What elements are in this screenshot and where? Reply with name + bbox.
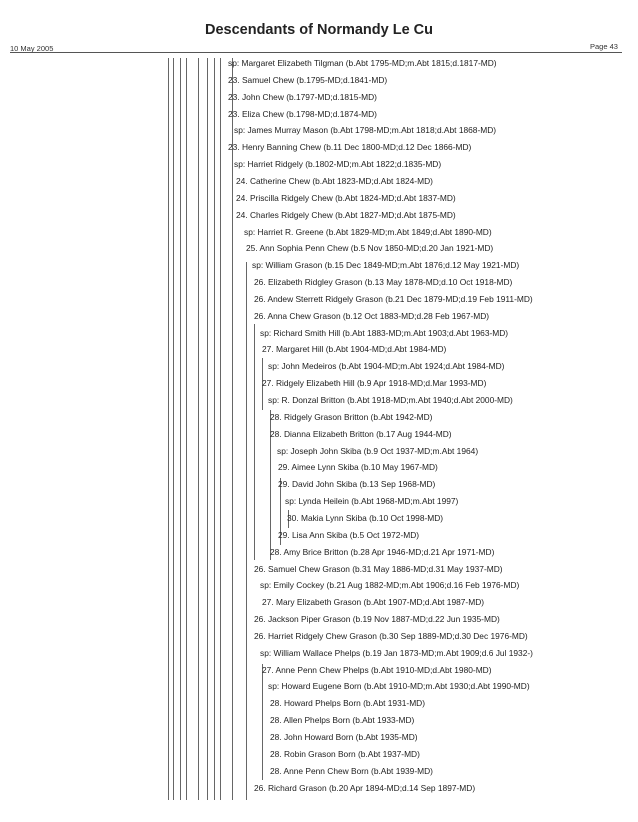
tree-entry: sp: John Medeiros (b.Abt 1904-MD;m.Abt 1924;d.Abt 1984-MD) (268, 361, 505, 372)
tree-entry: sp: Lynda Heilein (b.Abt 1968-MD;m.Abt 1997) (285, 496, 459, 507)
tree-guide-line (198, 58, 199, 800)
tree-entry: sp: Howard Eugene Born (b.Abt 1910-MD;m.Abt 1930;d.Abt 1990-MD) (268, 681, 530, 692)
tree-guide-line (214, 58, 215, 800)
tree-guide-line (173, 58, 174, 800)
tree-entry: 28. Dianna Elizabeth Britton (b.17 Aug 1944-MD) (270, 428, 452, 439)
tree-entry: 26. Richard Grason (b.20 Apr 1894-MD;d.14 Sep 1897-MD) (254, 782, 476, 793)
tree-entry: 26. Anna Chew Grason (b.12 Oct 1883-MD;d.28 Feb 1967-MD) (254, 310, 490, 321)
tree-entry: 29. David John Skiba (b.13 Sep 1968-MD) (278, 479, 436, 490)
tree-guide-line (207, 58, 208, 800)
tree-entry: 24. Priscilla Ridgely Chew (b.Abt 1824-MD;d.Abt 1837-MD) (236, 192, 456, 203)
tree-entry: sp: Harriet R. Greene (b.Abt 1829-MD;m.Abt 1849;d.Abt 1890-MD) (244, 226, 492, 237)
tree-entry: 26. Andew Sterrett Ridgely Grason (b.21 Dec 1879-MD;d.19 Feb 1911-MD) (254, 293, 533, 304)
tree-entry: 28. Anne Penn Chew Born (b.Abt 1939-MD) (270, 765, 433, 776)
tree-entry: 28. Ridgely Grason Britton (b.Abt 1942-MD) (270, 411, 433, 422)
tree-entry: sp: William Grason (b.15 Dec 1849-MD;m.Abt 1876;d.12 May 1921-MD) (252, 260, 520, 271)
tree-entry: 27. Mary Elizabeth Grason (b.Abt 1907-MD;d.Abt 1987-MD) (262, 597, 485, 608)
tree-entry: 26. Jackson Piper Grason (b.19 Nov 1887-MD;d.22 Jun 1935-MD) (254, 614, 500, 625)
tree-entry: 25. Ann Sophia Penn Chew (b.5 Nov 1850-MD;d.20 Jan 1921-MD) (246, 243, 494, 254)
tree-entry: 27. Margaret Hill (b.Abt 1904-MD;d.Abt 1984-MD) (262, 344, 447, 355)
tree-entry: sp: R. Donzal Britton (b.Abt 1918-MD;m.Abt 1940;d.Abt 2000-MD) (268, 395, 513, 405)
tree-guide-line (180, 58, 181, 800)
tree-entry: sp: Margaret Elizabeth Tilgman (b.Abt 1795-MD;m.Abt 1815;d.1817-MD) (228, 58, 497, 68)
tree-entry: 29. Aimee Lynn Skiba (b.10 May 1967-MD) (278, 462, 438, 473)
tree-entry: 23. Eliza Chew (b.1798-MD;d.1874-MD) (228, 108, 377, 119)
tree-entry: sp: William Wallace Phelps (b.19 Jan 1873-MD;m.Abt 1909;d.6 Jul 1932-) (260, 647, 533, 658)
tree-entry: 26. Samuel Chew Grason (b.31 May 1886-MD;d.31 May 1937-MD) (254, 563, 503, 574)
tree-entry: 28. Amy Brice Britton (b.28 Apr 1946-MD;d.21 Apr 1971-MD) (270, 546, 495, 557)
tree-entry: sp: James Murray Mason (b.Abt 1798-MD;m.Abt 1818;d.Abt 1868-MD) (234, 125, 497, 136)
tree-guide-line (254, 324, 255, 560)
tree-entry: sp: Richard Smith Hill (b.Abt 1883-MD;m.Abt 1903;d.Abt 1963-MD) (260, 327, 509, 338)
tree-guide-line (262, 664, 263, 780)
page-number: Page 43 (590, 42, 618, 51)
tree-entry: sp: Emily Cockey (b.21 Aug 1882-MD;m.Abt 1906;d.16 Feb 1976-MD) (260, 580, 520, 591)
tree-guide-line (220, 58, 221, 800)
tree-guide-line (168, 58, 169, 800)
tree-entry: 30. Makia Lynn Skiba (b.10 Oct 1998-MD) (287, 512, 444, 523)
tree-entry: 28. Allen Phelps Born (b.Abt 1933-MD) (270, 715, 415, 726)
tree-entry: 28. Robin Grason Born (b.Abt 1937-MD) (270, 748, 420, 759)
tree-entry: 23. Henry Banning Chew (b.11 Dec 1800-MD;d.12 Dec 1866-MD) (228, 142, 472, 153)
tree-guide-line (186, 58, 187, 800)
tree-entry: 26. Elizabeth Ridgley Grason (b.13 May 1878-MD;d.10 Oct 1918-MD) (254, 277, 513, 288)
header-divider (10, 52, 622, 53)
print-date: 10 May 2005 (10, 44, 54, 53)
tree-entry: sp: Joseph John Skiba (b.9 Oct 1937-MD;m.Abt 1964) (277, 445, 479, 456)
tree-entry: 23. John Chew (b.1797-MD;d.1815-MD) (228, 91, 377, 102)
tree-entry: 29. Lisa Ann Skiba (b.5 Oct 1972-MD) (278, 529, 420, 540)
tree-entry: 26. Harriet Ridgely Chew Grason (b.30 Sep 1889-MD;d.30 Dec 1976-MD) (254, 630, 528, 641)
page-title: Descendants of Normandy Le Cu (204, 22, 433, 38)
tree-entry: 24. Catherine Chew (b.Abt 1823-MD;d.Abt 1824-MD) (236, 175, 433, 186)
tree-entry: sp: Harriet Ridgely (b.1802-MD;m.Abt 1822;d.1835-MD) (234, 159, 442, 170)
tree-entry: 24. Charles Ridgely Chew (b.Abt 1827-MD;d.Abt 1875-MD) (236, 209, 456, 220)
tree-entry: 27. Ridgely Elizabeth Hill (b.9 Apr 1918-MD;d.Mar 1993-MD) (262, 378, 487, 389)
tree-entry: 28. Howard Phelps Born (b.Abt 1931-MD) (270, 698, 426, 709)
tree-entry: 23. Samuel Chew (b.1795-MD;d.1841-MD) (228, 74, 388, 85)
tree-guide-line (232, 58, 233, 800)
tree-guide-line (246, 262, 247, 800)
tree-entry: 27. Anne Penn Chew Phelps (b.Abt 1910-MD;d.Abt 1980-MD) (262, 664, 492, 675)
tree-entry: 28. John Howard Born (b.Abt 1935-MD) (270, 732, 418, 742)
